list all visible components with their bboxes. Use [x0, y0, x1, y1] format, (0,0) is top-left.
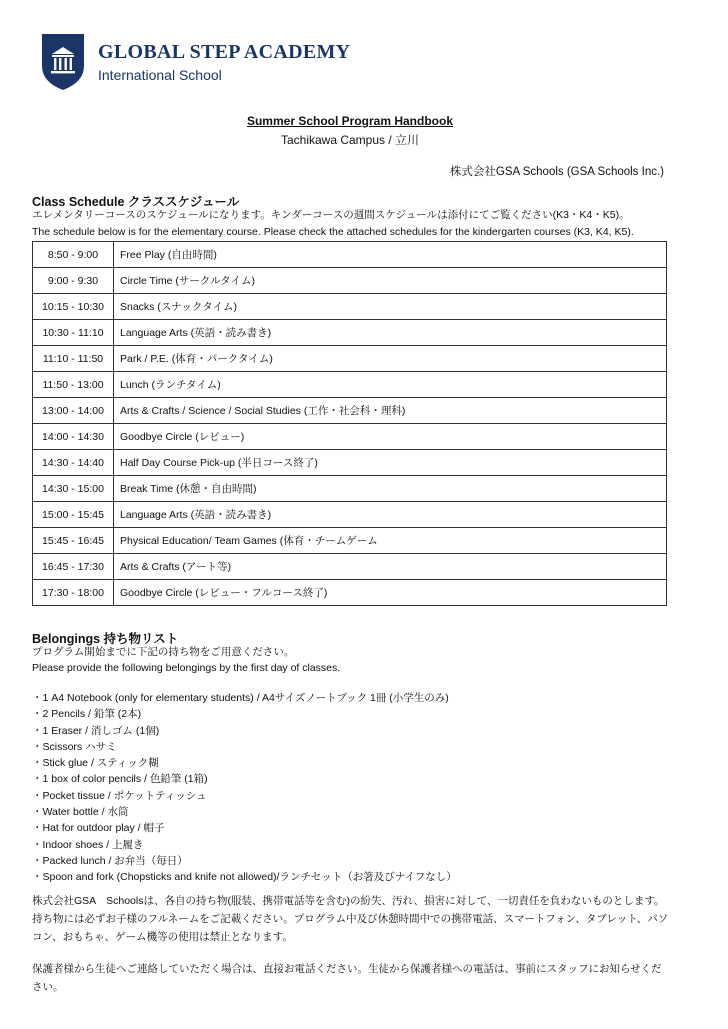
school-logo	[40, 32, 350, 92]
schedule-activity: Goodbye Circle (レビュー・フルコース終了)	[114, 580, 667, 606]
list-item: ・ Pocket tissue / ポケットティッシュ	[32, 788, 457, 804]
schedule-time: 16:45 - 17:30	[33, 554, 114, 580]
schedule-activity: Break Time (休憩・自由時間)	[114, 476, 667, 502]
list-item: ・ Indoor shoes / 上履き	[32, 837, 457, 853]
schedule-row	[33, 398, 667, 424]
schedule-row	[33, 476, 667, 502]
schedule-activity: Free Play (自由時間)	[114, 242, 667, 268]
list-item: ・ 1 A4 Notebook (only for elementary students) / A4サイズノートブック 1冊 (小学生のみ)	[32, 690, 457, 706]
schedule-row	[33, 424, 667, 450]
schedule-activity: Snacks (スナックタイム)	[114, 294, 667, 320]
liability-notice: 株式会社GSA Schoolsは、各自の持ち物(服装、携帯電話等を含む)の紛失、汚れ、損害に対して、一切責任を負わないものとします。持ち物には必ずお子様のフルネームをご記載ください。プログラム中及び休憩時間中での携帯電話、スマートフォン、タブレット、パソコン、おもちゃ、ゲーム機等の使用は禁止となります。	[32, 895, 669, 943]
schedule-row	[33, 268, 667, 294]
schedule-activity: Arts & Crafts / Science / Social Studies (工作・社会科・理科)	[114, 398, 667, 424]
belongings-heading: Belongings 持ち物リスト	[32, 632, 179, 646]
schedule-row	[33, 242, 667, 268]
document-title: Summer School Program Handbook	[246, 114, 454, 128]
schedule-time: 14:00 - 14:30	[33, 424, 114, 450]
schedule-time: 14:30 - 15:00	[33, 476, 114, 502]
schedule-intro-ja: エレメンタリーコースのスケジュールになります。キンダーコースの週間スケジュールは添付にてご覧ください(K3・K4・K5)。	[32, 209, 630, 221]
schedule-row	[33, 450, 667, 476]
list-item: ・ Water bottle / 水筒	[32, 804, 457, 820]
logo-subtitle: International School	[98, 67, 222, 83]
schedule-activity: Lunch (ランチタイム)	[114, 372, 667, 398]
schedule-row	[33, 294, 667, 320]
list-item: ・ Packed lunch / お弁当（毎日）	[32, 853, 457, 869]
list-item: ・ Spoon and fork (Chopsticks and knife not allowed)/ランチセット（お箸及びナイフなし）	[32, 869, 457, 885]
list-item: ・ 1 box of color pencils / 色鉛筆 (1箱)	[32, 771, 457, 787]
schedule-row	[33, 346, 667, 372]
schedule-time: 15:45 - 16:45	[33, 528, 114, 554]
belongings-intro-ja: プログラム開始までに下記の持ち物をご用意ください。	[32, 646, 295, 658]
schedule-row	[33, 320, 667, 346]
list-item: ・ Stick glue / スティック糊	[32, 755, 457, 771]
schedule-time: 11:10 - 11:50	[33, 346, 114, 372]
schedule-row	[33, 554, 667, 580]
schedule-activity: Language Arts (英語・読み書き)	[114, 502, 667, 528]
schedule-row	[33, 528, 667, 554]
schedule-table	[32, 241, 667, 606]
schedule-time: 14:30 - 14:40	[33, 450, 114, 476]
schedule-time: 10:30 - 11:10	[33, 320, 114, 346]
document-subtitle: Tachikawa Campus / 立川	[280, 133, 420, 147]
schedule-activity: Goodbye Circle (レビュー)	[114, 424, 667, 450]
belongings-intro-en: Please provide the following belongings by the first day of classes.	[32, 662, 341, 674]
schedule-time: 15:00 - 15:45	[33, 502, 114, 528]
schedule-row	[33, 372, 667, 398]
schedule-time: 9:00 - 9:30	[33, 268, 114, 294]
logo-title: GLOBAL STEP ACADEMY	[98, 41, 351, 63]
list-item: ・ Scissors ハサミ	[32, 739, 457, 755]
schedule-heading: Class Schedule クラススケジュール	[32, 195, 240, 209]
schedule-activity: Circle Time (サークルタイム)	[114, 268, 667, 294]
schedule-activity: Physical Education/ Team Games (体育・チームゲーム	[114, 528, 667, 554]
schedule-time: 17:30 - 18:00	[33, 580, 114, 606]
schedule-row	[33, 580, 667, 606]
company-name: 株式会社GSA Schools (GSA Schools Inc.)	[449, 166, 664, 178]
schedule-activity: Park / P.E. (体育・パークタイム)	[114, 346, 667, 372]
list-item: ・ 2 Pencils / 鉛筆 (2本)	[32, 706, 457, 722]
schedule-activity: Half Day Course Pick-up (半日コース終了)	[114, 450, 667, 476]
schedule-time: 11:50 - 13:00	[33, 372, 114, 398]
list-item: ・ Hat for outdoor play / 帽子	[32, 820, 457, 836]
schedule-time: 8:50 - 9:00	[33, 242, 114, 268]
schedule-activity: Arts & Crafts (アート等)	[114, 554, 667, 580]
schedule-activity: Language Arts (英語・読み書き)	[114, 320, 667, 346]
shield-crest-icon	[40, 32, 86, 92]
list-item: ・ 1 Eraser / 消しゴム (1個)	[32, 723, 457, 739]
schedule-time: 10:15 - 10:30	[33, 294, 114, 320]
schedule-row	[33, 502, 667, 528]
schedule-time: 13:00 - 14:00	[33, 398, 114, 424]
contact-notice: 保護者様から生徒へご連絡していただく場合は、直接お電話ください。生徒から保護者様への電話は、事前にスタッフにお知らせください。	[32, 963, 662, 993]
belongings-list	[32, 690, 457, 886]
schedule-intro-en: The schedule below is for the elementary course. Please check the attached schedules for the kindergarten courses (K3, K4, K5).	[32, 226, 634, 238]
